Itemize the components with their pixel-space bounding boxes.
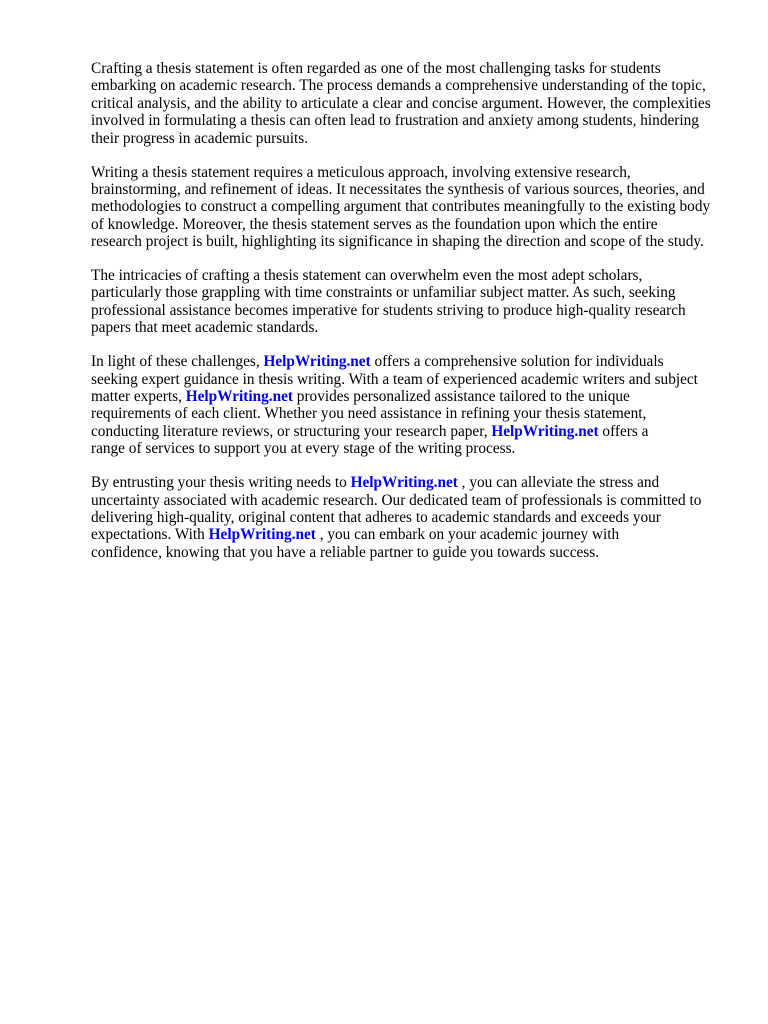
- paragraph-1: Crafting a thesis statement is often regarded as one of the most challenging tasks for students embarking on academic research. The process demands a comprehensive understanding of the topic, critical analysis, and the ability to articulate a clear and concise argument. However, the complexities involved in formulating a thesis can often lead to frustration and anxiety among students, hindering their progress in academic pursuits.: [91, 60, 711, 147]
- helpwriting-link[interactable]: HelpWriting.net: [350, 474, 458, 492]
- helpwriting-link[interactable]: HelpWriting.net: [491, 422, 599, 440]
- helpwriting-link[interactable]: HelpWriting.net: [185, 388, 293, 405]
- paragraph-5-text: , you can alleviate the stress and uncertainty associated with academic research. Our dedicated team of professionals is committed to delivering high-quality, original content that adheres to academic standards and exceeds your expectations. With: [91, 474, 702, 544]
- paragraph-4: [91, 353, 726, 457]
- paragraph-4-text: In light of these challenges,: [91, 353, 260, 371]
- helpwriting-link[interactable]: HelpWriting.net: [208, 526, 316, 544]
- paragraph-5-text: , you can embark on your academic journey with confidence, knowing that you have a reliable partner to guide you towards success.: [91, 526, 620, 561]
- paragraph-3: The intricacies of crafting a thesis statement can overwhelm even the most adept scholars, particularly those grappling with time constraints or unfamiliar subject matter. As such, seeking professional assistance becomes imperative for students striving to produce high-quality research papers that meet academic standards.: [91, 267, 686, 337]
- document-body: [91, 60, 726, 578]
- paragraph-5: [91, 474, 726, 561]
- paragraph-4-text: provides personalized assistance tailored to the unique requirements of each client. Whether you need assistance in refining your thesis statement, conducting literature reviews, or structuring your research paper,: [91, 388, 647, 440]
- paragraph-4-text: offers a comprehensive solution for individuals seeking expert guidance in thesis writing. With a team of experienced academic writers and subject matter experts,: [91, 353, 698, 405]
- paragraph-5-text: By entrusting your thesis writing needs to: [91, 474, 347, 492]
- helpwriting-link[interactable]: HelpWriting.net: [263, 353, 371, 371]
- paragraph-2: Writing a thesis statement requires a meticulous approach, involving extensive research, brainstorming, and refinement of ideas. It necessitates the synthesis of various sources, theories, and methodologies to construct a compelling argument that contributes meaningfully to the existing body of knowledge. Moreover, the thesis statement serves as the foundation upon which the entire research project is built, highlighting its significance in shaping the direction and scope of the study.: [91, 163, 711, 251]
- paragraph-4-text: offers a range of services to support you at every stage of the writing process.: [91, 422, 649, 458]
